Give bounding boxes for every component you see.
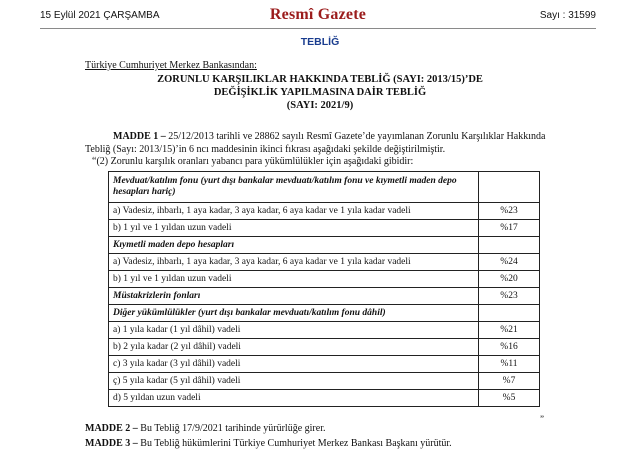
row-rate: %20: [479, 271, 540, 288]
article-1-line-2: Tebliğ (Sayı: 2013/15)’in 6 ncı maddesinin ikinci fıkrası aşağıdaki şekilde değiştirilmiştir.: [85, 143, 446, 155]
row-rate: %16: [479, 339, 540, 356]
row-label: a) Vadesiz, ihbarlı, 1 aya kadar, 3 aya kadar, 6 aya kadar ve 1 yıla kadar vadeli: [109, 254, 479, 271]
gazette-title: Resmî Gazete: [269, 6, 367, 23]
row-label: b) 1 yıl ve 1 yıldan uzun vadeli: [109, 271, 479, 288]
row-label: d) 5 yıldan uzun vadeli: [109, 390, 479, 407]
closing-quote: ”: [540, 414, 544, 424]
reserve-ratio-table: [108, 171, 540, 407]
issue-number: Sayı : 31599: [539, 10, 596, 21]
table-row: [109, 220, 540, 237]
row-label: c) 3 yıla kadar (3 yıl dâhil) vadeli: [109, 356, 479, 373]
row-rate: [479, 172, 540, 203]
article-3-text: Bu Tebliğ hükümlerini Türkiye Cumhuriyet Merkez Bankası Başkanı yürütür.: [137, 438, 452, 449]
issuing-institution: Türkiye Cumhuriyet Merkez Bankasından:: [85, 60, 257, 71]
table-row: [109, 322, 540, 339]
row-label: a) 1 yıla kadar (1 yıl dâhil) vadeli: [109, 322, 479, 339]
article-1-text: 25/12/2013 tarihli ve 28862 sayılı Resmî Gazete’de yayımlanan Zorunlu Karşılıklar Hakkında: [165, 131, 546, 142]
row-label: Diğer yükümlülükler (yurt dışı bankalar mevduatı/katılım fonu dâhil): [109, 305, 479, 322]
row-rate: %17: [479, 220, 540, 237]
row-rate: %24: [479, 254, 540, 271]
row-label: ç) 5 yıla kadar (5 yıl dâhil) vadeli: [109, 373, 479, 390]
gazette-header: [40, 6, 596, 28]
row-label: Kıymetli maden depo hesapları: [109, 237, 479, 254]
row-rate: %23: [479, 203, 540, 220]
document-title-line-2: DEĞİŞİKLİK YAPILMASINA DAİR TEBLİĞ: [213, 87, 427, 98]
row-rate: %11: [479, 356, 540, 373]
table-row: [109, 254, 540, 271]
article-1-label: MADDE 1 –: [113, 131, 166, 142]
header-divider: [40, 28, 596, 29]
table-group-header: [109, 237, 540, 254]
article-3: [85, 438, 452, 449]
document-title-line-1: ZORUNLU KARŞILIKLAR HAKKINDA TEBLİĞ (SAYI: 2013/15)’DE: [157, 74, 483, 85]
article-1-intro: “(2) Zorunlu karşılık oranları yabancı para yükümlülükler için aşağıdaki gibidir:: [92, 156, 414, 167]
article-2: [85, 423, 325, 434]
row-label: b) 1 yıl ve 1 yıldan uzun vadeli: [109, 220, 479, 237]
row-label: b) 2 yıla kadar (2 yıl dâhil) vadeli: [109, 339, 479, 356]
row-label: Müstakrizlerin fonları: [109, 288, 479, 305]
table-row: [109, 203, 540, 220]
row-label: Mevduat/katılım fonu (yurt dışı bankalar mevduatı/katılım fonu ve kıymetli maden depo hesapları hariç): [109, 172, 479, 203]
row-rate: %23: [479, 288, 540, 305]
section-title: TEBLİĞ: [300, 36, 340, 48]
table-row: [109, 373, 540, 390]
table-group-header: [109, 305, 540, 322]
article-3-label: MADDE 3 –: [85, 438, 138, 449]
article-1-line-1: [85, 131, 616, 144]
article-2-label: MADDE 2 –: [85, 423, 138, 434]
table-group-header: [109, 288, 540, 305]
issue-date: 15 Eylül 2021 ÇARŞAMBA: [40, 10, 160, 21]
row-rate: %21: [479, 322, 540, 339]
table-row: [109, 390, 540, 407]
row-rate: %7: [479, 373, 540, 390]
article-2-text: Bu Tebliğ 17/9/2021 tarihinde yürürlüğe girer.: [137, 423, 326, 434]
table-row: [109, 271, 540, 288]
row-rate: [479, 237, 540, 254]
table-row: [109, 339, 540, 356]
row-label: a) Vadesiz, ihbarlı, 1 aya kadar, 3 aya kadar, 6 aya kadar ve 1 yıla kadar vadeli: [109, 203, 479, 220]
row-rate: %5: [479, 390, 540, 407]
table-row: [109, 356, 540, 373]
row-rate: [479, 305, 540, 322]
document-title-line-3: (SAYI: 2021/9): [286, 100, 354, 111]
table-group-header: [109, 172, 540, 203]
